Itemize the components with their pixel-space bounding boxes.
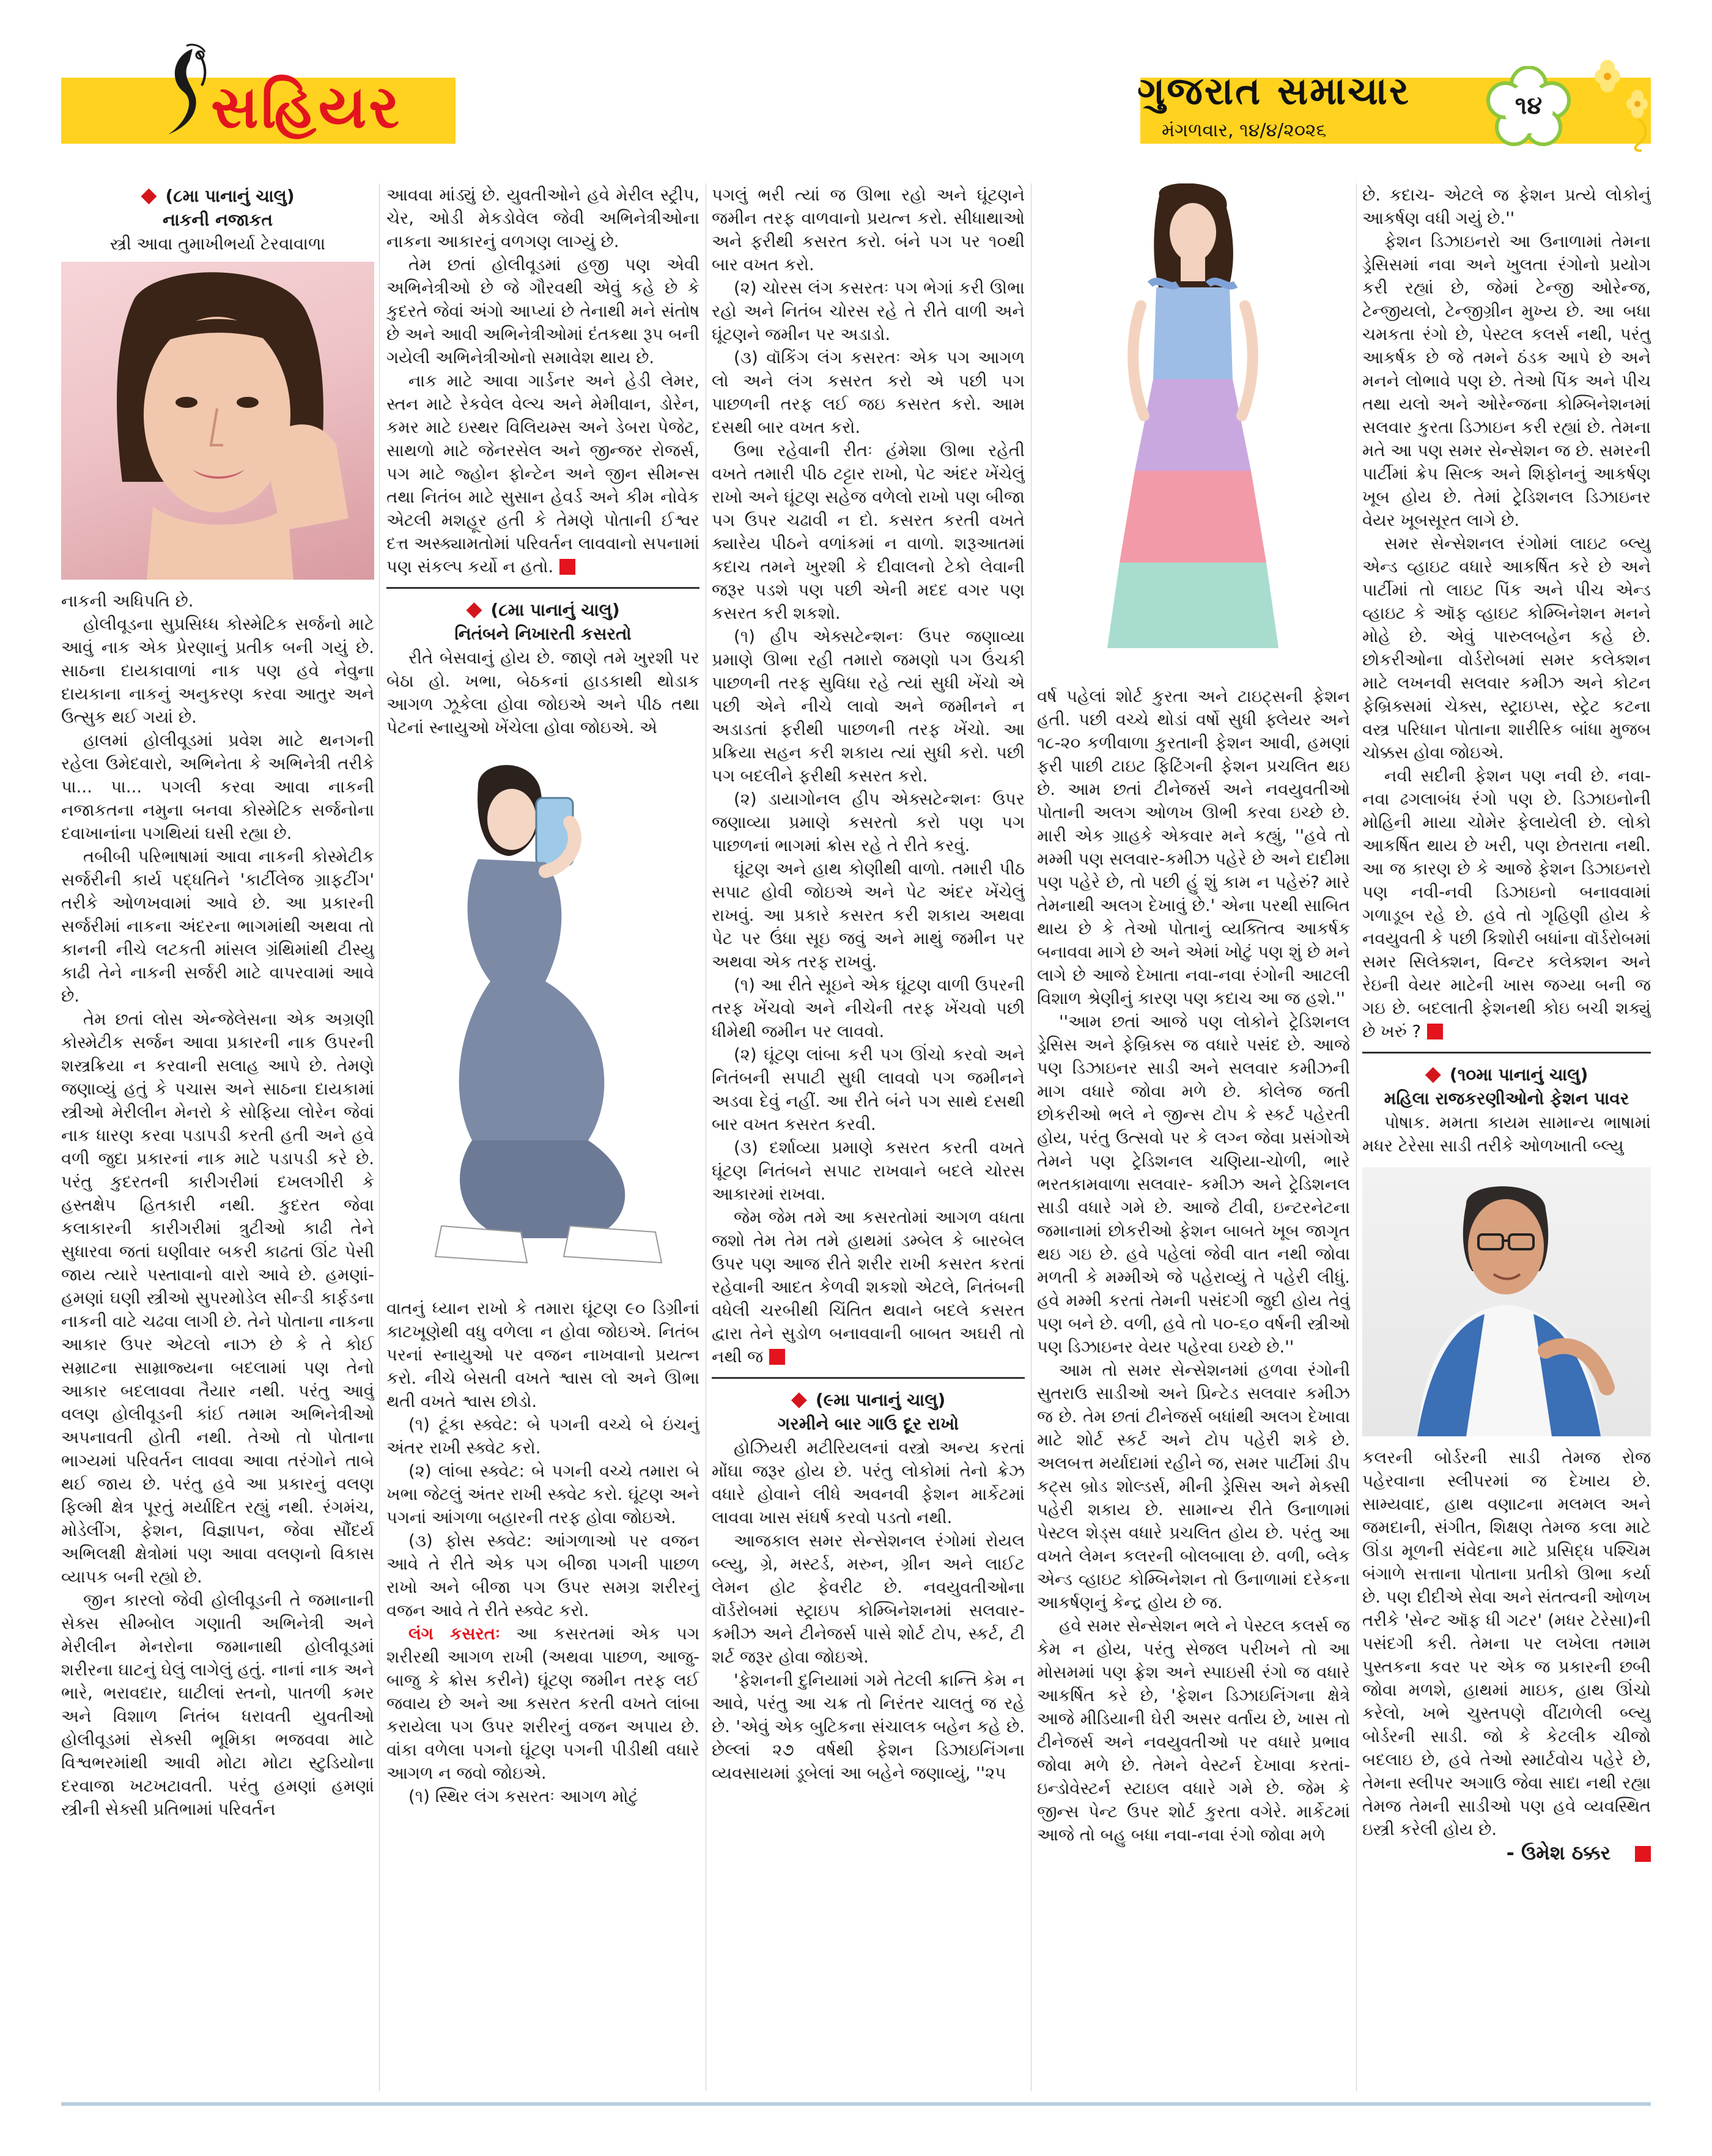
paragraph: કલરની બોર્ડરની સાડી તેમજ રોજ પહેરવાના સ્લીપરમાં જ દેખાય છે. સામ્યવાદ, હાથ વણાટના મલમલ અને જમદાની, સંગીત, શિક્ષણ તેમજ કલા માટે ઊંડા મૂળની સંવેદના માટે પ્રસિદ્ધ પશ્ચિમ બંગાળે સત્તાના પોતાના પ્રતીકો ઊભા કર્યા છે. પણ દીદીએ સેવા અને સંતત્વની ઓળખ તરીકે 'સેન્ટ ઑફ ધી ગટર' (મધર ટેરેસા)ની પસંદગી કરી. તેમના પર લખેલા તમામ પુસ્તકના કવર પર એક જ પ્રકારની છબી જોવા મળશે, હાથમાં માઇક, હાથ ઊંચો કરેલો, ખભે ચુસ્તપણે વીંટાળેલી બ્લ્યુ બોર્ડરની સાડી. જો કે કેટલીક ચીજો બદલાઇ છે, હવે તેઓ સ્માર્ટવોચ પહેરે છે, તેમના સ્લીપર અગાઉ જેવા સાદા નથી રહ્યા તેમજ તેમની સાડીઓ પણ હવે વ્યવસ્થિત ઇસ્ત્રી કરેલી હોય છે. bbox=[1362, 1448, 1651, 1839]
paragraph: ઘૂંટણ અને હાથ કોણીથી વાળો. તમારી પીઠ સપાટ હોવી જોઇએ અને પેટ અંદર ખેંચેલું રાખવું. આ પ્રકારે કસરત કરી શકાય અથવા પેટ પર ઉંધા સૂઇ જવું અને માથું જમીન પર અથવા એક તરફ રાખવું. bbox=[712, 859, 1025, 972]
paragraph: (૩) વૉકિંગ લંગ કસરતઃ એક પગ આગળ લો અને લંગ કસરત કરો એ પછી પગ પાછળની તરફ લઈ જઇ કસરત કરો. આમ દસથી બાર વખત કરો. bbox=[712, 348, 1025, 437]
paragraph: (૧) હીપ એક્સટેન્શનઃ ઉપર જણાવ્યા પ્રમાણે ઊભા રહી તમારો જમણો પગ ઉંચકી પાછળની તરફ સુવિધા રહે ત્યાં સુધી ખેંચો એ પછી એને નીચે લાવો અને જમીનને ન અડાડતાં ફરીથી પાછળની તરફ ખેંચો. આ પ્રક્રિયા સહન કરી શકાય ત્યાં સુધી કરો. પછી પગ બદલીને ફરીથી કસરત કરો. bbox=[712, 627, 1025, 786]
issue-date: મંગળવાર, ૧૪/૪/૨૦૨૬ bbox=[1162, 120, 1327, 141]
paragraph: વર્ષ પહેલાં શોર્ટ કુરતા અને ટાઇટ્સની ફેશન હતી. પછી વચ્ચે થોડાં વર્ષો સુધી ફ્લેયર અને ૧૮-૨૦ કળીવાળા કુરતાની ફેશન આવી, હમણાં ફરી પાછી ટાઇટ ફિટિંગની ફેશન પ્રચલિત થઇ છે. આમ છતાં ટીનેજર્સ અને નવયુવતીઓ પોતાની અલગ ઓળખ ઊભી કરવા ઇચ્છે છે. મારી એક ગ્રાહકે એકવાર મને કહ્યું, ''હવે તો મમ્મી પણ સલવાર-કમીઝ પહેરે છે અને દાદીમા પણ પહેરે છે, તો પછી હું શું કામ ન પહેરું? મારે તેમનાથી અલગ દેખાવું છે.' એના પરથી સાબિત થાય છે કે તેઓ પોતાનું વ્યક્તિત્વ આકર્ષક બનાવવા માગે છે અને એમાં ખોટું પણ શું છે મને લાગે છે આજે દેખાતા નવા-નવા રંગોની આટલી વિશાળ શ્રેણીનું કારણ પણ કદાચ આ જ હશે.'' bbox=[1037, 687, 1350, 1008]
paragraph: નાકની અધિપતિ છે. bbox=[61, 591, 194, 611]
paragraph: આવવા માંડ્યું છે. યુવતીઓને હવે મેરીલ સ્ટ્રીપ, ચેર, ઓડી મેકડોવેલ જેવી અભિનેત્રીઓના નાકના આકારનું વળગણ લાગ્યું છે. bbox=[386, 185, 699, 251]
paragraph bbox=[386, 369, 699, 578]
paragraph: (૧) આ રીતે સૂઇને એક ઘૂંટણ વાળી ઉપરની તરફ ખેંચવો અને નીચેની તરફ ખેંચવો પછી ધીમેથી જમીન પર લાવવો. bbox=[712, 975, 1025, 1041]
paragraph: ''આમ છતાં આજે પણ લોકોને ટ્રેડિશનલ ડ્રેસિસ અને ફેબ્રિક્સ જ વધારે પસંદ છે. આજે પણ ડિઝાઇનર સાડી અને સલવાર કમીઝની માગ વધારે જોવા મળે છે. કોલેજ જતી છોકરીઓ ભલે ને જીન્સ ટોપ કે સ્કર્ટ પહેરતી હોય, પરંતુ ઉત્સવો પર કે લગ્ન જેવા પ્રસંગોએ તેમને પણ ટ્રેડિશનલ ચણિયા-ચોળી, ભારે ભરતકામવાળા સલવાર- કમીઝ અને ટ્રેડિશનલ સાડી વધારે ગમે છે. આજે ટીવી, ઇન્ટરનેટના જમાનામાં છોકરીઓ ફેશન બાબતે ખૂબ જાગૃત થઇ ગઇ છે. હવે પહેલાં જેવી વાત નથી જોવા મળતી કે મમ્મીએ જે પહેરાવ્યું તે પહેરી લીધું. હવે મમ્મી કરતાં તેમની પસંદગી જુદી હોય તેવું પણ બને છે. વળી, હવે તો ૫૦-૬૦ વર્ષની સ્ત્રીઓ પણ ડિઝાઇનર વેયર પહેરવા ઇચ્છે છે.'' bbox=[1037, 1012, 1350, 1357]
section-divider bbox=[1362, 1052, 1651, 1054]
paragraph: રીતે બેસવાનું હોય છે. જાણે તમે ખુરશી પર બેઠા હો. ખભા, બેઠકનાં હાડકાથી થોડાક આગળ ઝૂકેલા હોવા જોઇએ અને પીઠ તથા પેટનાં સ્નાયુઓ ખેંચેલા હોવા જોઇએ. એ bbox=[386, 648, 699, 737]
paragraph bbox=[712, 1206, 1025, 1368]
lunge-label: લંગ કસરતઃ bbox=[408, 1624, 500, 1644]
paragraph: તબીબી પરિભાષામાં આવા નાકની કોસ્મેટીક સર્જરીની કાર્ય પદ્ધતિને 'કાર્ટીલેજ ગ્રાફટીંગ' તરીકે ઓળખવામાં આવે છે. આ પ્રકારની સર્જરીમાં નાકના અંદરના ભાગમાંથી અથવા તો કાનની નીચે લટકતી માંસલ ગ્રંથિમાંથી ટીસ્યુ કાઢી તેને નાકની સર્જરી માટે વાપરવામાં આવે છે. bbox=[61, 847, 374, 1006]
paragraph: સ્ત્રી આવા તુમાખીભર્યા ટેરવાવાળા bbox=[109, 234, 326, 254]
paragraph: વાતનું ધ્યાન રાખો કે તમારા ઘૂંટણ ૯૦ ડિગ્રીનાં કાટખૂણેથી વધુ વળેલા ન હોવા જોઇએ. નિતંબ પરનાં સ્નાયુઓ પર વજન નાખવાનો પ્રયત્ન કરો. નીચે બેસતી વખતે શ્વાસ લો અને ઊભા થતી વખતે શ્વાસ છોડો. bbox=[386, 1299, 699, 1411]
paragraph: હાલમાં હોલીવૂડમાં પ્રવેશ માટે થનગની રહેલા ઉમેદવારો, અભિનેતા કે અભિનેત્રી તરીકે પા... પા... પગલી કરવા આવા નાકની નજાકતના નમુના બનવા કોસ્મેટિક સર્જનોના દવાખાનાંના પગથિયાં ઘસી રહ્યા છે. bbox=[61, 731, 374, 843]
continuation-heading: (૮મા પાનાનું ચાલુ) bbox=[165, 186, 295, 206]
paragraph-text: નાક માટે આવા ગાર્ડનર અને હેડી લેમર, સ્તન માટે રેકવેલ વેલ્ચ અને મેમીવાન, ડોરેન, કમર માટે ઇસ્થર વિલિયમ્સ અને ડેબરા પેજેટ, સાથળો માટે જેનરસેલ અને જીન્જર રોજર્સ, પગ માટે જ્હોન ફોન્ટેન અને જીન સીમન્સ તથા નિતંબ માટે સુસાન હેવર્ડ અને કીમ નોવેક એટલી મશહૂર હતી કે તેમણે પોતાની ઈશ્વર દત્ત અસ્ક્યામતોમાં પરિવર્તન લાવવાનો સપનામાં પણ સંકલ્પ કર્યો ન હતો. bbox=[386, 371, 699, 577]
paragraph: હવે સમર સેન્સેશન ભલે ને પેસ્ટલ કલર્સ જ કેમ ન હોય, પરંતુ સેજલ પરીખને તો આ મોસમમાં પણ ફ્રેશ અને સ્પાઇસી રંગો જ વધારે આકર્ષિત કરે છે, 'ફેશન ડિઝાઇનિંગના ક્ષેત્રે આજે મીડિયાની ઘેરી અસર વર્તાય છે, ખાસ તો ટીનેજર્સ અને નવયુવતીઓ પર વધારે પ્રભાવ જોવા મળે છે. તેમને વેસ્ટર્ન દેખાવા કરતાં- ઇન્ડોવેસ્ટર્ન સ્ટાઇલ વધારે ગમે છે. જેમ કે જીન્સ પેન્ટ ઉપર શોર્ટ કુરતા વગેરે. માર્કેટમાં આજે તો બહુ બધા નવા-નવા રંગો જોવા મળે bbox=[1037, 1616, 1350, 1845]
paragraph: તેમ છતાં લોસ એન્જેલેસના એક અગ્રણી કોસ્મેટીક સર્જન આવા પ્રકારની નાક ઉપરની શસ્ત્રક્રિયા ન કરવાની સલાહ આપે છે. તેમણે જણાવ્યું હતું કે પચાસ અને સાઠના દાયકામાં સ્ત્રીઓ મેરીલીન મેનરો કે સોફિયા લોરેન જેવાં નાક ધારણ કરવા પડાપડી કરતી હતી અને હવે વળી જુદા પ્રકારનાં નાક માટે પડાપડી કરે છે. પરંતુ કુદરતની કારીગરીમાં દખલગીરી કે હસ્તક્ષેપ હિતકારી નથી. કુદરત જેવા કલાકારની કારીગરીમાં ત્રુટીઓ કાઢી તેને સુધારવા જતાં ઘણીવાર બકરી કાઢતાં ઊંટ પેસી જાય ત્યારે પસ્તાવાનો વારો આવે છે. હમણાં-હમણાં ઘણી સ્ત્રીઓ સુપરમોડેલ સીન્ડી કાર્ફડના નાકની વાટે ચઢવા લાગી છે. તેને પોતાના નાકના આકાર ઉપર એટલો નાઝ છે કે તે કોઈ સમ્રાટના સામ્રાજ્યના બદલામાં પણ તેનો આકાર બદલાવવા તૈયાર નથી. પરંતુ આવું વલણ હોલીવૂડની કાંઈ તમામ અભિનેત્રીઓ અપનાવતી હોતી નથી. તેઓ તો પોતાના ભાગ્યમાં પરિવર્તન લાવવા આવા તરંગોને તાબે થઈ જાય છે. પરંતુ હવે આ પ્રકારનું વલણ ફિલ્મી ક્ષેત્ર પૂરતું મર્યાદિત રહ્યું નથી. રંગમંચ, મોડેલીંગ, ફેશન, વિજ્ઞાપન, જેવા સૌંદર્ય અભિલક્ષી ક્ષેત્રોમાં પણ આવા વલણનો વિકાસ વ્યાપક બની રહ્યો છે. bbox=[61, 1010, 374, 1587]
paragraph: (૩) ફોસ સ્ક્વેટ: આંગળાઓ પર વજન આવે તે રીતે એક પગ બીજા પગની પાછળ રાખો અને બીજા પગ ઉપર સમગ્ર શરીરનું વજન આવે તે રીતે સ્ક્વેટ કરો. bbox=[386, 1531, 699, 1620]
paragraph: (૨) લાંબા સ્ક્વેટ: બે પગની વચ્ચે તમારા બે ખભા જેટલું અંતર રાખી સ્ક્વેટ કરો. ઘૂંટણ અને પગનાં આંગળા બહારની તરફ હોવા જોઇએ. bbox=[386, 1461, 699, 1527]
woman-with-glasses-icon bbox=[1362, 1167, 1651, 1436]
section-title: સહિયર bbox=[211, 72, 402, 141]
woman-kneeling-icon bbox=[386, 749, 699, 1287]
portrait-woman-icon bbox=[61, 262, 374, 580]
paragraph: ઉભા રહેવાની રીતઃ હંમેશા ઊભા રહેતી વખતે તમારી પીઠ ટટ્ટાર રાખો, પેટ અંદર ખેંચેલું રાખો અને ઘૂંટણ સહેજ વળેલો રાખો પણ બીજા પગ ઉપર ચઢાવી ન દો. કસરત કરતી વખતે ક્યારેય પીઠને વળાંકમાં ન વાળો. શરૂઆતમાં કદાચ તમને ખુરશી કે દીવાલનો ટેકો લેવાની જરૂર પડશે પણ પછી એની મદદ વગર પણ કસરત કરી શકશો. bbox=[712, 441, 1025, 623]
politician-photo bbox=[1362, 1167, 1651, 1436]
article-subheading: ગરમીને બાર ગાઉ દૂર રાખો bbox=[777, 1414, 959, 1434]
paragraph: ફેશન ડિઝાઇનરો આ ઉનાળામાં તેમના ડ્રેસિસમાં નવા અને ખુલતા રંગોનો પ્રયોગ કરી રહ્યાં છે, જેમાં ટેન્જી ઓરેન્જ, ટેન્જીયલો, ટેન્જીગ્રીન મુખ્ય છે. આ બધા ચમકતા રંગો છે, પેસ્ટલ કલર્સ નથી, પરંતુ આકર્ષક છે જે તમને ઠંડક આપે છે અને મનને લોભાવે પણ છે. તેઓ પિંક અને પીચ તથા યલો અને ઓરેન્જના કોમ્બિનેશનમાં સલવાર કુરતા ડિઝાઇન કરી રહ્યાં છે. તેમના મતે આ પણ સમર સેન્સેશન જ છે. સમરની પાર્ટીમાં ક્રેપ સિલ્ક અને શિફોનનું આકર્ષણ ખૂબ હોય છે. તેમાં ટ્રેડિશનલ ડિઝાઇનર વેયર ખૂબસૂરત લાગે છે. bbox=[1362, 232, 1651, 530]
page-number: ૧૪ bbox=[1515, 92, 1543, 120]
paragraph-text: જેમ જેમ તમે આ કસરતોમાં આગળ વધતા જશો તેમ તેમ તમે હાથમાં ડમ્બેલ કે બારબેલ ઉપર પણ આજ રીતે શરીર રાખી કસરત કરતાં રહેવાની આદત કેળવી શકશો એટલે, નિતંબની વધેલી ચરબીથી ચિંતિત થવાને બદલે કસરત દ્વારા તેને સુડોળ બનાવવાની બાબત અઘરી તો નથી જ bbox=[712, 1208, 1025, 1367]
paragraph bbox=[386, 1622, 699, 1785]
masthead-white-gap bbox=[456, 78, 1140, 144]
column-separator bbox=[1356, 183, 1357, 2091]
end-mark-icon bbox=[559, 559, 575, 575]
diamond-bullet-icon: ◆ bbox=[466, 597, 482, 621]
paragraph: આમ તો સમર સેન્સેશનમાં હળવા રંગોની સુતરાઉ સાડીઓ અને પ્રિન્ટેડ સલવાર કમીઝ જ છે. તેમ છતાં ટીનેજર્સ બધાંથી અલગ દેખાવા માટે શોર્ટ સ્કર્ટ અને ટોપ પહેરી શકે છે. અલબત્ત મર્યાદામાં રહીને જ, સમર પાર્ટીમાં ડીપ કટ્સ બ્રોડ શોલ્ડર્સ, મીની ડ્રેસિસ અને મેક્સી પહેરી શકાય છે. સામાન્ય રીતે ઉનાળામાં પેસ્ટલ શેડ્સ વધારે પ્રચલિત હોય છે. પરંતુ આ વખતે લેમન કલરની બોલબાલા છે. વળી, બ્લેક એન્ડ વ્હાઇટ કોમ્બિનેશન તો ઉનાળામાં દરેકના આકર્ષણનું કેન્દ્ર હોય છે જ. bbox=[1037, 1360, 1350, 1612]
footer-rule bbox=[61, 2102, 1651, 2106]
end-mark-icon bbox=[1427, 1024, 1443, 1039]
section-divider bbox=[712, 1377, 1025, 1379]
article-subheading: મહિલા રાજકરણીઓનો ફેશન પાવર bbox=[1384, 1088, 1629, 1109]
paragraph: સમર સેન્સેશનલ રંગોમાં લાઇટ બ્લ્યુ એન્ડ વ્હાઇટ વધારે આકર્ષિત કરે છે અને પાર્ટીમાં તો લાઇટ પિંક અને પીચ એન્ડ વ્હાઇટ કે ઑફ વ્હાઇટ કોમ્બિનેશન મનને મોહે છે. એવું પારુલબહેન કહે છે. છોકરીઓના વોર્ડરોબમાં સમર કલેક્શન માટે લખનવી સલવાર કમીઝ અને કોટન ફેબ્રિક્સમાં ચેક્સ, સ્ટ્રાઇપ્સ, સ્ટ્રેટ કટના વસ્ત્ર પરિધાન પોતાના શારીરિક બાંધા મુજબ ચોક્કસ હોવા જોઇએ. bbox=[1362, 534, 1651, 762]
column-2 bbox=[386, 183, 699, 2091]
paragraph: આજકાલ સમર સેન્સેશનલ રંગોમાં રોયલ બ્લ્યુ, ગ્રે, મસ્ટર્ડ, મરુન, ગ્રીન અને લાઈટ લેમન હોટ ફેવરીટ છે. નવયુવતીઓના વૉર્ડરોબમાં સ્ટ્રાઇપ કોમ્બિનેશનમાં સલવાર-કમીઝ અને ટીનેજર્સ પાસે શોર્ટ ટોપ, સ્કર્ટ, ટી શર્ટ જરૂર હોવા જોઇએ. bbox=[712, 1531, 1025, 1667]
diamond-bullet-icon: ◆ bbox=[141, 183, 157, 207]
column-separator bbox=[379, 183, 380, 2091]
continuation-heading: (૯મા પાનાનું ચાલુ) bbox=[815, 1390, 946, 1410]
paragraph: (૨) ચોરસ લંગ કસરતઃ પગ ભેગાં કરી ઊભા રહો અને નિતંબ ચોરસ રહે તે રીતે વાળી અને ઘૂંટણને જમીન પર અડાડો. bbox=[712, 278, 1025, 344]
end-mark-icon bbox=[1635, 1846, 1651, 1862]
paragraph: પગલું ભરી ત્યાં જ ઊભા રહો અને ઘૂંટણને જમીન તરફ વાળવાનો પ્રયત્ન કરો. સીધાથાઓ અને ફરીથી કસરત કરો. બંને પગ પર ૧૦થી બાર વખત કરો. bbox=[712, 185, 1025, 275]
paragraph: (૨) ઘૂંટણ લાંબા કરી પગ ઊંચો કરવો અને નિતંબની સપાટી સુધી લાવવો પગ જમીનને અડવા દેવું નહીં. આ રીતે બંને પગ સાથે દસથી બાર વખત કસરત કરવી. bbox=[712, 1045, 1025, 1134]
diamond-bullet-icon: ◆ bbox=[1425, 1061, 1441, 1086]
decorative-flowers-icon bbox=[1584, 58, 1651, 125]
summer-dress-photo bbox=[1037, 183, 1350, 673]
column-4 bbox=[1037, 183, 1350, 2091]
article-subheading: નાકની નજાકત bbox=[163, 210, 273, 230]
article-subheading: નિતંબને નિખારતી કસરતો bbox=[454, 624, 632, 644]
column-3 bbox=[712, 183, 1025, 2091]
author-byline: - ઉમેશ ઠક્કર bbox=[1506, 1841, 1611, 1864]
newspaper-name: ગુજરાત સમાચાર bbox=[1137, 68, 1411, 113]
paragraph: (૨) ડાયાગોનલ હીપ એક્સટેન્શનઃ ઉપર જણાવ્યા પ્રમાણે કસરતો કરો પણ પગ પાછળનાં ભાગમાં ક્રોસ રહે તે રીતે કરવું. bbox=[712, 789, 1025, 855]
paragraph-text: આ કસરતમાં એક પગ શરીરથી આગળ રાખી (અથવા પાછળ, આજુ-બાજુ કે ક્રોસ કરીને) ઘૂંટણ જમીન તરફ લઈ જવાય છે અને આ કસરત કરતી વખતે લાંબા કરાયેલા પગ ઉપર શરીરનું વજન અપાય છે. વાંકા વળેલા પગનો ઘૂંટણ પગની પીડીથી વધારે આગળ ન જવો જોઇએ. bbox=[386, 1624, 699, 1783]
continuation-heading: (૧૦મા પાનાનું ચાલુ) bbox=[1449, 1065, 1588, 1085]
paragraph: પોષાક. મમતા કાયમ સામાન્ય ભાષામાં મધર ટેરેસા સાડી તરીકે ઓળખાતી બ્લ્યુ bbox=[1362, 1113, 1651, 1156]
paragraph: 'ફેશનની દુનિયામાં ગમે તેટલી ક્રાન્તિ કેમ ન આવે, પરંતુ આ ચક્ર તો નિરંતર ચાલતું જ રહે છે. 'એવું એક બુટિકના સંચાલક બહેન કહે છે. છેલ્લાં ૨૭ વર્ષથી ફેશન ડિઝાઇનિંગના વ્યવસાયમાં ડૂબેલાં આ બહેને જણાવ્યું, ''૨૫ bbox=[712, 1671, 1025, 1783]
paragraph: હોઝિયરી મટીરિયલનાં વસ્ત્રો અન્ય કરતાં મોંઘા જરૂર હોય છે. પરંતુ લોકોમાં તેનો ક્રેઝ વધારે હોવાને લીધે અવનવી ફેશન માર્કેટમાં લાવવા ખાસ સંઘર્ષ કરવો પડતો નથી. bbox=[712, 1438, 1025, 1527]
paragraph: તેમ છતાં હોલીવૂડમાં હજી પણ એવી અભિનેત્રીઓ છે જે ગૌરવથી એવું કહે છે કે કુદરતે જેવાં અંગો આપ્યાં છે તેનાથી મને સંતોષ છે અને આવી અભિનેત્રીઓમાં દંતકથા રૂપ બની ગયેલી અભિનેત્રીઓનો સમાવેશ થાય છે. bbox=[386, 255, 699, 367]
end-mark-icon bbox=[769, 1349, 785, 1365]
paragraph: છે. કદાચ- એટલે જ ફેશન પ્રત્યે લોકોનું આકર્ષણ વધી ગયું છે.'' bbox=[1362, 185, 1651, 228]
column-1 bbox=[61, 183, 374, 2091]
exercise-selfie-photo bbox=[386, 749, 699, 1287]
woman-in-gown-icon bbox=[1037, 183, 1350, 673]
paragraph: (૧) ટૂંકા સ્ક્વેટ: બે પગની વચ્ચે બે ઇંચનું અંતર રાખી સ્ક્વેટ કરો. bbox=[386, 1415, 699, 1458]
paragraph: (૩) દર્શાવ્યા પ્રમાણે કસરત કરતી વખતે ઘૂંટણ નિતંબને સપાટ રાખવાને બદલે ચોરસ આકારમાં રાખવા. bbox=[712, 1138, 1025, 1204]
paragraph: જીન કારલો જેવી હોલીવૂડની તે જમાનાની સેક્સ સીમ્બોલ ગણાતી અભિનેત્રી અને મેરીલીન મેનરોના જમાનાથી હોલીવૂડમાં શરીરના ઘાટનું ઘેલું લાગેલું હતું. નાનાં નાક અને ભારે, ભરાવદાર, ઘાટીલાં સ્તનો, પાતળી કમર અને વિશાળ નિતંબ ધરાવતી યુવતીઓ હોલીવૂડમાં સેક્સી ભૂમિકા ભજવવા માટે વિશ્વભરમાંથી આવી મોટા મોટા સ્ટુડિયોના દરવાજા ખટખટાવતી. પરંતુ હમણાં હમણાં સ્ત્રીની સેક્સી પ્રતિભામાં પરિવર્તન bbox=[61, 1590, 374, 1819]
section-divider bbox=[386, 587, 699, 589]
paragraph bbox=[1362, 764, 1651, 1043]
paragraph-text: નવી સદીની ફેશન પણ નવી છે. નવા-નવા ઢગલાબંધ રંગો પણ છે. ડિઝાઇનોની મોહિની માયા ચોમેર ફેલાયેલી છે. લોકો આકર્ષિત થાય છે ખરી, પણ છેતરાતા નથી. આ જ કારણ છે કે આજે ફેશન ડિઝાઇનરો પણ નવી-નવી ડિઝાઇનો બનાવવામાં ગળાડૂબ રહે છે. હવે તો ગૃહિણી હોય કે નવયુવતી કે પછી કિશોરી બધાંના વૉર્ડરોબમાં સમર સિલેક્શન, વિન્ટર કલેક્શન અને રેઇની વેયર માટેની ખાસ જગ્યા બની જ ગઇ છે. બદલાતી ફેશનથી કોઇ બચી શક્યું છે ખરું ? bbox=[1362, 766, 1651, 1041]
actress-nose-photo bbox=[61, 262, 374, 580]
decorative-swirl-icon bbox=[1626, 116, 1651, 153]
paragraph: (૧) સ્થિર લંગ કસરતઃ આગળ મોટું bbox=[408, 1787, 638, 1806]
column-5 bbox=[1362, 183, 1651, 2091]
diamond-bullet-icon: ◆ bbox=[791, 1387, 807, 1411]
sahiyar-logo-icon bbox=[150, 43, 217, 156]
continuation-heading: (૮મા પાનાનું ચાલુ) bbox=[490, 600, 620, 620]
paragraph: હોલીવૂડના સુપ્રસિધ્ધ કોસ્મેટિક સર્જનો માટે આવું નાક એક પ્રેરણાનું પ્રતીક બની ગયું છે. સાઠના દાયકાવાળાં નાક પણ હવે નેવુના દાયકાના નાકનું અનુકરણ કરવા આતુર અને ઉત્સુક થઈ ગયાં છે. bbox=[61, 615, 374, 727]
